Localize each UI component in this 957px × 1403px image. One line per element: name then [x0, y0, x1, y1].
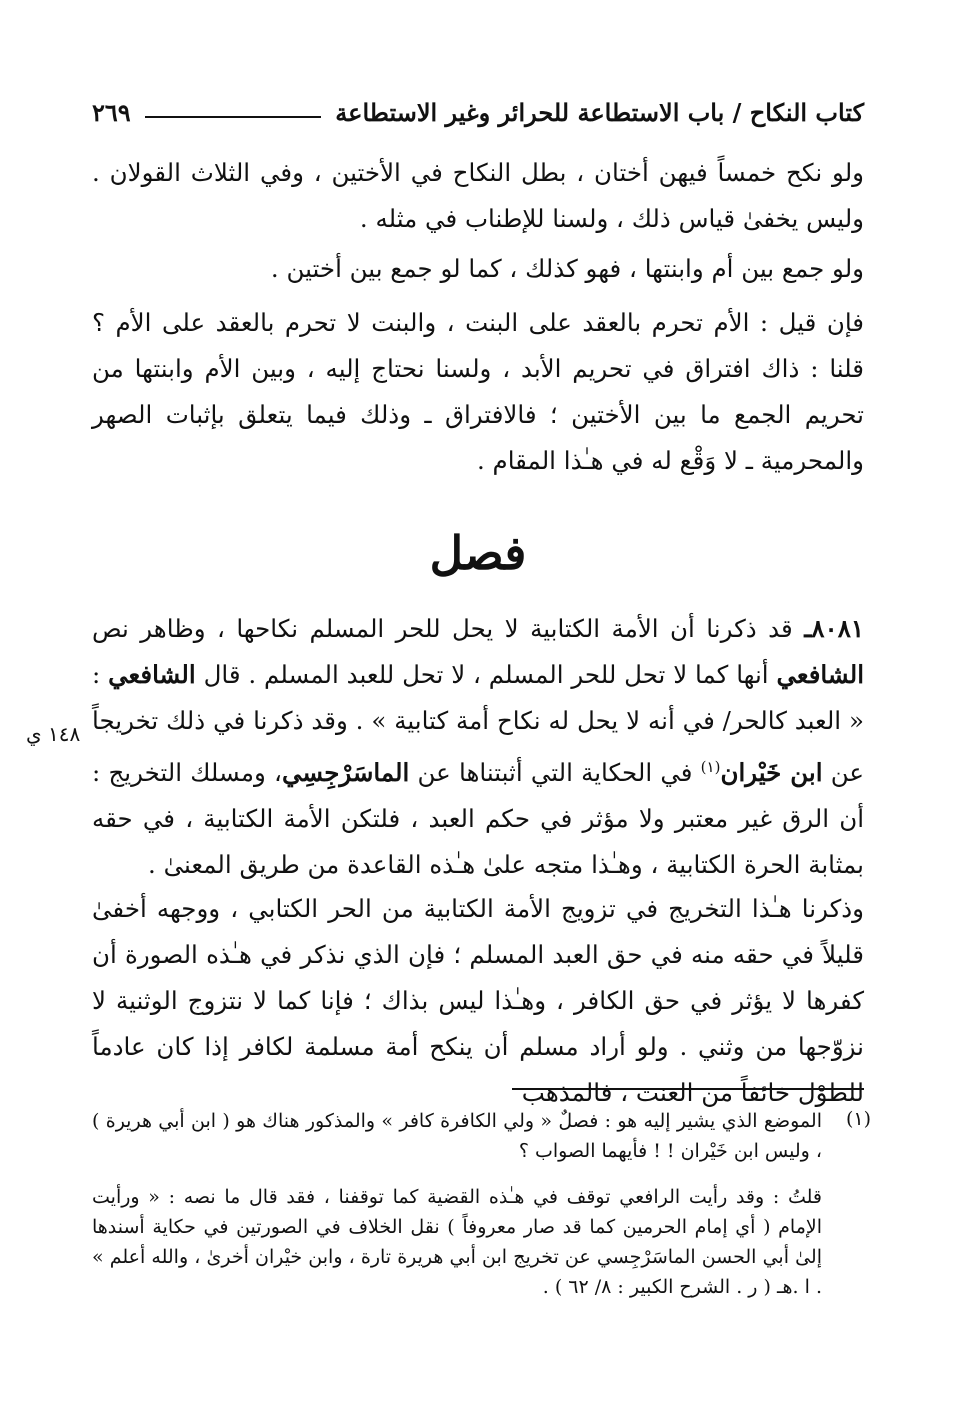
paragraph-4-text-e: ، ومسلك التخريج : أن الرق غير معتبر ولا مؤثر في حكم العبد ، فلتكن الأمة الكتابية ، في حقه بمثابة الحرة الكتابية ، وهـٰذا متجه علىٰ هـٰذه القاعدة من طريق المعنىٰ . [92, 758, 864, 880]
footnote-ref[interactable]: (١) [700, 758, 721, 776]
paragraph-2: ولو جمع بين أم وابنتها ، فهو كذلك ، كما لو جمع بين أختين . [270, 254, 864, 283]
page-number: ٢٦٩ [92, 97, 131, 127]
header-rule [145, 116, 322, 118]
footnote-number: (١) [845, 1108, 871, 1130]
name-ibn-khayran: ابن خَيْران [720, 758, 823, 788]
name-shafii: الشافعي [776, 660, 864, 689]
section-heading-fasl: فصل [429, 526, 527, 580]
paragraph-number: ٨٠٨١ـ [804, 614, 865, 643]
header-title: كتاب النكاح / باب الاستطاعة للحرائر وغير الاستطاعة [335, 97, 864, 127]
paragraph-4-text-a: قد ذكرنا أن الأمة الكتابية لا يحل للحر المسلم نكاحها ، وظاهر نص [92, 614, 793, 643]
paragraph-4-text-c: : « العبد كالحر/ في أنه لا يحل له نكاح أمة كتابية » . وقد ذكرنا في ذلك تخريجاً عن [92, 660, 865, 788]
paragraph-4 [92, 606, 864, 888]
paragraph-1: ولو نكح خمساً فيهن أختان ، بطل النكاح في الأختين ، وفي الثلاث القولان . وليس يخفىٰ قياس ذلك ، ولسنا للإطناب في مثله . [92, 158, 864, 233]
name-masarjisi: الماسَرْجِسِي [281, 758, 410, 788]
paragraph-4-text-b: أنها كما لا تحل للحر المسلم ، لا تحل للعبد المسلم . قال [203, 660, 769, 689]
name-shafii-2: الشافعي [108, 660, 196, 689]
margin-manuscript-ref: ١٤٨ ي [26, 722, 81, 746]
paragraph-4-text-d: في الحكاية التي أثبتناها عن [417, 758, 693, 788]
paragraph-5: وذكرنا هـٰذا التخريج في تزويج الأمة الكتابية من الحر الكتابي ، ووجهه أخفىٰ قليلاً في حقه منه في حق العبد المسلم ؛ فإن الذي نذكر في هـٰذه الصورة أن كفرها لا يؤثر في حق الكافر ، وهـٰذا ليس بذاك ؛ فإنا كما لا نتزوج الوثنية لا نزوّجها من وثني . ولو أراد مسلم أن ينكح أمة مسلمة لكافر إذا كان عادماً للطوْل خائفاً من العنت ، فالمذهب [92, 894, 864, 1107]
paragraph-3: فإن قيل : الأم تحرم بالعقد على البنت ، والبنت لا تحرم بالعقد على الأم ؟ قلنا : ذاك افتراق في تحريم الأبد ، ولسنا نحتاج إليه ، وبين الأم وابنتها من تحريم الجمع ما بين الأختين ؛ فالافتراق ـ وذلك فيما يتعلق بإثبات الصهر والمحرمية ـ لا وَقْع له في هـٰذا المقام . [92, 308, 864, 475]
footnote-separator [512, 1088, 864, 1090]
footnote-line-2: قلتُ : وقد رأيت الرافعي توقف في هـٰذه القضية كما توقفنا ، فقد قال ما نصه : « ورأيت الإمام ( أي إمام الحرمين كما قد صار معروفاً ) نقل الخلاف في الصورتين في حكاية أسندها إلىٰ أبي الحسن الماسَرْجِسي عن تخريج ابن أبي هريرة تارة ، وابن خيْران أخرىٰ ، والله أعلم » . ا .هـ ( ر . الشرح الكبير : ٨/ ٦٢ ) . [92, 1186, 822, 1298]
running-header [92, 92, 864, 132]
footnote-line-1: الموضع الذي يشير إليه هو : فصلٌ « ولي الكافرة كافر » والمذكور هناك هو ( ابن أبي هريرة ) ، وليس ابن خَيْران ! ! فأيهما الصواب ؟ [92, 1110, 822, 1162]
